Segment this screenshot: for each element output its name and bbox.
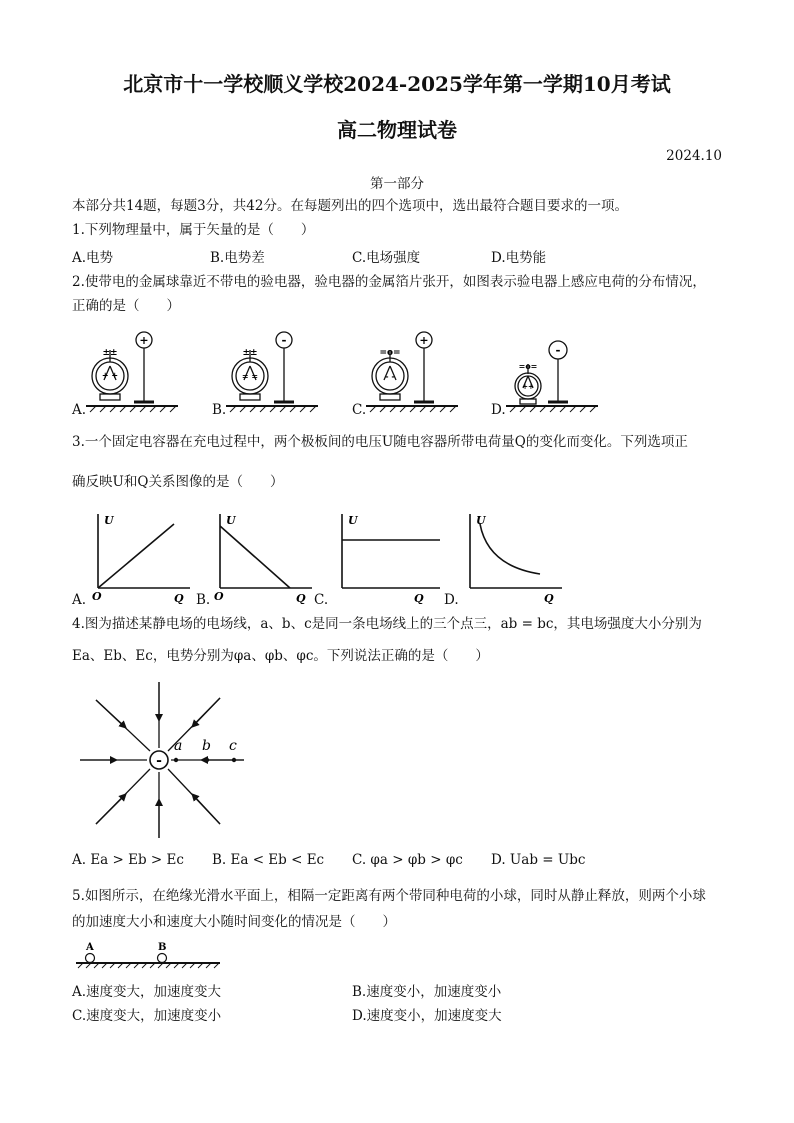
svg-text:=o=: =o= bbox=[518, 361, 538, 371]
svg-text:U: U bbox=[226, 514, 236, 527]
q2-figure-a bbox=[82, 322, 182, 418]
q3-label-a: A. bbox=[72, 592, 87, 608]
svg-text:Q: Q bbox=[414, 592, 424, 604]
q2-label-a: A. bbox=[72, 402, 87, 418]
q3-label-b: B. bbox=[196, 592, 211, 608]
svg-text:=o=: =o= bbox=[379, 348, 401, 358]
q4-stem-line2: Ea、Eb、Ec，电势分别为φa、φb、φc。下列说法正确的是（ ） bbox=[72, 648, 489, 664]
svg-text:Q: Q bbox=[544, 592, 554, 604]
q3-stem-line2: 确反映U和Q关系图像的是（ ） bbox=[72, 474, 284, 490]
q3-graph-a bbox=[86, 508, 196, 604]
ball-a-label: A bbox=[86, 942, 94, 953]
svg-text:±±: ±± bbox=[102, 348, 118, 358]
q5-stem-line2: 的加速度大小和速度大小随时间变化的情况是（ ） bbox=[72, 914, 396, 930]
q3-graph-b bbox=[208, 508, 318, 604]
q4-option-b: B. Ea < Eb < Ec bbox=[212, 852, 325, 868]
svg-text:+ +: + + bbox=[101, 370, 119, 380]
svg-text:Q: Q bbox=[296, 592, 306, 604]
ball-b-label: B bbox=[158, 942, 167, 953]
q1-option-d: D.电势能 bbox=[491, 250, 547, 266]
svg-text:- -: - - bbox=[385, 371, 395, 381]
exam-date: 2024.10 bbox=[666, 148, 722, 164]
q4-option-d: D. Uab = Ubc bbox=[491, 852, 586, 868]
svg-text:U: U bbox=[104, 514, 114, 527]
q5-option-d: D.速度变小，加速度变大 bbox=[352, 1008, 502, 1024]
q4-stem-line1: 4.图为描述某静电场的电场线，a、b、c是同一条电场线上的三个点三，ab = bc，其电场强度大小分别为 bbox=[72, 616, 702, 632]
svg-text:++: ++ bbox=[522, 382, 534, 391]
q3-label-d: D. bbox=[444, 592, 459, 608]
ball-sign: - bbox=[555, 343, 561, 357]
q4-field-figure bbox=[74, 678, 254, 844]
q3-graph-d bbox=[458, 508, 568, 604]
q1-option-b: B.电势差 bbox=[210, 250, 265, 266]
q4-option-a: A. Ea > Eb > Ec bbox=[72, 852, 184, 868]
q2-label-d: D. bbox=[491, 402, 506, 418]
q2-label-c: C. bbox=[352, 402, 367, 418]
q2-stem-line1: 2.使带电的金属球靠近不带电的验电器，验电器的金属箔片张开，如图表示验电器上感应电荷的分布情况， bbox=[72, 274, 706, 290]
q5-option-c: C.速度变大，加速度变小 bbox=[72, 1008, 222, 1024]
q5-balls-figure bbox=[74, 938, 224, 972]
point-b-label: b bbox=[202, 738, 211, 754]
ball-sign: + bbox=[139, 334, 149, 347]
q2-figure-c bbox=[362, 322, 462, 418]
q2-figure-d bbox=[502, 322, 602, 418]
q2-stem-line2: 正确的是（ ） bbox=[72, 298, 180, 314]
svg-text:±±: ±± bbox=[242, 348, 258, 358]
page-subtitle: 高二物理试卷 bbox=[337, 118, 457, 142]
q1-option-a: A.电势 bbox=[72, 250, 114, 266]
svg-text:O: O bbox=[214, 590, 224, 603]
q1-stem: 1.下列物理量中，属于矢量的是（ ） bbox=[72, 222, 315, 238]
q4-option-c: C. φa > φb > φc bbox=[352, 852, 463, 868]
point-c-label: c bbox=[229, 738, 237, 754]
part-instructions: 本部分共14题，每题3分，共42分。在每题列出的四个选项中，选出最符合题目要求的一项。 bbox=[72, 198, 628, 214]
svg-text:U: U bbox=[348, 514, 358, 527]
part-heading: 第一部分 bbox=[370, 176, 424, 192]
svg-text:= =: = = bbox=[241, 371, 259, 381]
q5-option-a: A.速度变大，加速度变大 bbox=[72, 984, 222, 1000]
q2-label-b: B. bbox=[212, 402, 227, 418]
ball-sign: + bbox=[419, 334, 429, 347]
page-title: 北京市十一学校顺义学校2024-2025学年第一学期10月考试 bbox=[123, 72, 671, 96]
svg-text:O: O bbox=[92, 590, 102, 603]
svg-text:Q: Q bbox=[174, 592, 184, 604]
q1-option-c: C.电场强度 bbox=[352, 250, 421, 266]
q3-label-c: C. bbox=[314, 592, 329, 608]
q2-figure-b bbox=[222, 322, 322, 418]
q3-graph-c bbox=[330, 508, 448, 604]
q3-stem-line1: 3.一个固定电容器在充电过程中，两个极板间的电压U随电容器所带电荷量Q的变化而变化。下列选项正 bbox=[72, 434, 688, 450]
svg-text:U: U bbox=[476, 514, 486, 527]
ball-sign: - bbox=[281, 333, 287, 347]
q5-option-b: B.速度变小，加速度变小 bbox=[352, 984, 502, 1000]
center-charge-sign: - bbox=[156, 753, 162, 769]
q5-stem-line1: 5.如图所示，在绝缘光滑水平面上，相隔一定距离有两个带同种电荷的小球，同时从静止释放，则两个小球 bbox=[72, 888, 706, 904]
point-a-label: a bbox=[174, 738, 183, 754]
